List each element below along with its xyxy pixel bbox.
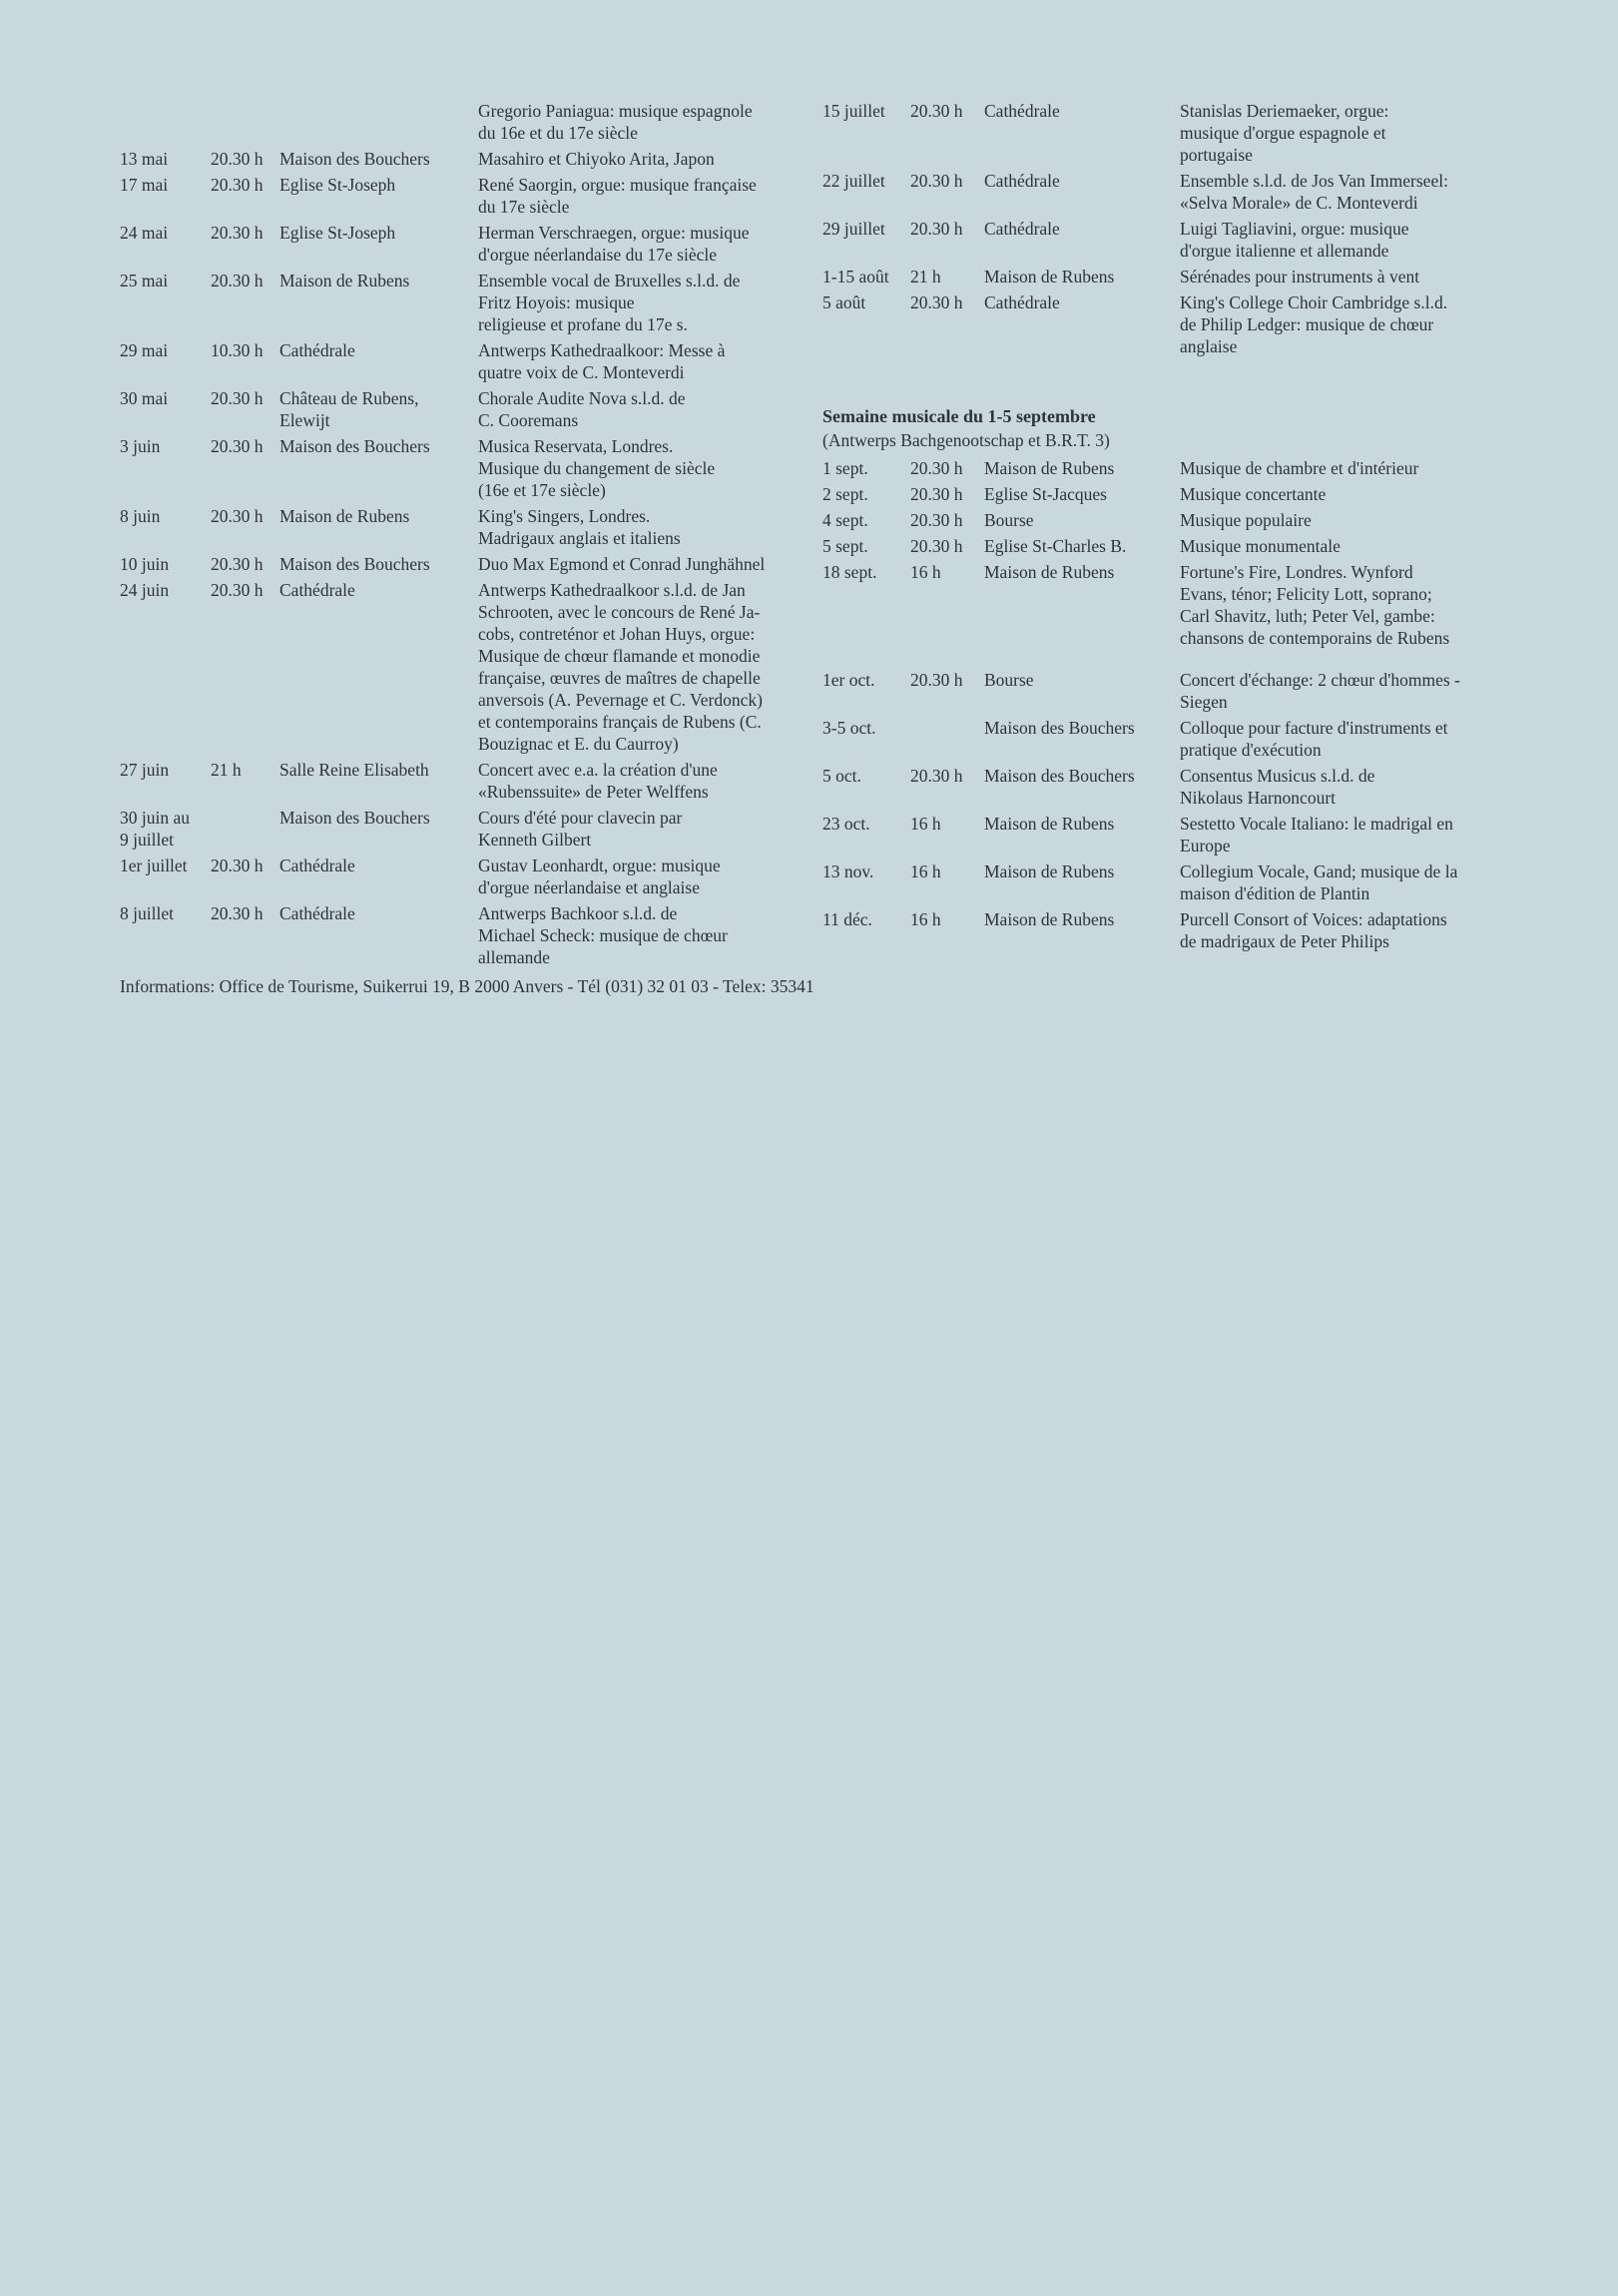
event-time: 20.30 h xyxy=(910,171,963,191)
event-date xyxy=(120,100,211,144)
event-description: Duo Max Egmond et Conrad Junghähnel xyxy=(478,554,766,574)
event-time: 20.30 h xyxy=(910,219,963,239)
event-description: Musica Reservata, Londres. Musique du changement de siècle (16e et 17e siècle) xyxy=(478,436,716,500)
event-venue: Maison des Bouchers xyxy=(279,808,430,828)
event-date: 29 juillet xyxy=(822,219,885,239)
event-date: 1er juillet xyxy=(120,856,188,875)
event-description: Fortune's Fire, Londres. Wynford Evans, ténor; Felicity Lott, soprano; Carl Shavitz, luth; Peter Vel, gambe: chansons de contemporains de Rubens xyxy=(1180,562,1450,648)
event-time xyxy=(910,717,984,761)
schedule-row xyxy=(822,509,1511,531)
schedule-row xyxy=(822,266,1511,287)
event-venue: Cathédrale xyxy=(279,340,355,360)
event-time: 20.30 h xyxy=(910,766,963,786)
event-time xyxy=(211,100,279,144)
schedule-row xyxy=(822,861,1511,904)
event-description: Sérénades pour instruments à vent xyxy=(1180,267,1420,287)
event-venue xyxy=(279,100,478,144)
event-description: Musique monumentale xyxy=(1180,536,1341,556)
spacer xyxy=(822,653,1511,669)
event-time: 16 h xyxy=(910,814,941,834)
footer-information: Informations: Office de Tourisme, Suikerrui 19, B 2000 Anvers - Tél (031) 32 01 03 - Telex: 35341 xyxy=(120,976,814,996)
event-venue: Cathédrale xyxy=(984,101,1060,121)
event-date: 3 juin xyxy=(120,436,161,456)
event-time: 21 h xyxy=(211,760,242,780)
schedule-row xyxy=(120,387,799,431)
event-time: 20.30 h xyxy=(211,388,264,408)
event-date: 23 oct. xyxy=(822,814,870,834)
event-date: 8 juillet xyxy=(120,903,174,923)
event-date: 3-5 oct. xyxy=(822,718,876,738)
event-date: 8 juin xyxy=(120,506,161,526)
schedule-row xyxy=(822,765,1511,809)
event-time: 20.30 h xyxy=(211,149,264,169)
event-description: Herman Verschraegen, orgue: musique d'orgue néerlandaise du 17e siècle xyxy=(478,223,750,265)
schedule-row xyxy=(822,908,1511,952)
event-time: 20.30 h xyxy=(211,580,264,600)
schedule-row xyxy=(822,457,1511,479)
event-date: 13 mai xyxy=(120,149,169,169)
event-time: 20.30 h xyxy=(211,223,264,243)
schedule-row xyxy=(822,669,1511,713)
event-date: 25 mai xyxy=(120,271,169,290)
event-time: 20.30 h xyxy=(910,484,963,504)
event-time: 16 h xyxy=(910,909,941,929)
event-date: 29 mai xyxy=(120,340,169,360)
event-description: King's Singers, Londres. Madrigaux anglais et italiens xyxy=(478,506,681,548)
event-description: Musique de chambre et d'intérieur xyxy=(1180,458,1419,478)
event-description: Colloque pour facture d'instruments et pratique d'exécution xyxy=(1180,718,1448,760)
event-time: 10.30 h xyxy=(211,340,264,360)
schedule-row xyxy=(822,483,1511,505)
schedule-row xyxy=(822,535,1511,557)
event-description: Collegium Vocale, Gand; musique de la maison d'édition de Plantin xyxy=(1180,861,1458,903)
spacer xyxy=(822,361,1511,405)
event-date: 5 sept. xyxy=(822,536,868,556)
event-venue: Maison de Rubens xyxy=(984,562,1115,582)
schedule-row xyxy=(822,100,1511,166)
event-venue: Bourse xyxy=(984,670,1034,690)
event-description: Concert d'échange: 2 chœur d'hommes - Siegen xyxy=(1180,670,1460,712)
semaine-musicale-subtitle: (Antwerps Bachgenootschap et B.R.T. 3) xyxy=(822,430,1110,450)
event-date: 10 juin xyxy=(120,554,170,574)
event-date: 15 juillet xyxy=(822,101,885,121)
event-date: 27 juin xyxy=(120,760,170,780)
event-venue: Cathédrale xyxy=(279,903,355,923)
event-venue: Eglise St-Charles B. xyxy=(984,536,1127,556)
event-description: René Saorgin, orgue: musique française du 17e siècle xyxy=(478,175,757,217)
event-description: Masahiro et Chiyoko Arita, Japon xyxy=(478,149,715,169)
event-venue: Maison des Bouchers xyxy=(279,436,430,456)
event-time: 20.30 h xyxy=(211,175,264,195)
event-description: Cours d'été pour clavecin par Kenneth Gilbert xyxy=(478,808,683,850)
event-date: 24 juin xyxy=(120,580,170,600)
event-description: Consentus Musicus s.l.d. de Nikolaus Harnoncourt xyxy=(1180,766,1375,808)
event-venue: Cathédrale xyxy=(279,580,355,600)
event-description: Antwerps Bachkoor s.l.d. de Michael Scheck: musique de chœur allemande xyxy=(478,903,728,967)
schedule-row xyxy=(822,170,1511,214)
event-time: 20.30 h xyxy=(211,856,264,875)
event-time: 20.30 h xyxy=(211,271,264,290)
event-date: 13 nov. xyxy=(822,861,874,881)
event-venue: Cathédrale xyxy=(984,171,1060,191)
event-date: 17 mai xyxy=(120,175,169,195)
event-venue: Maison de Rubens xyxy=(984,814,1115,834)
event-venue: Eglise St-Joseph xyxy=(279,223,396,243)
schedule-row xyxy=(120,100,799,144)
event-venue: Maison des Bouchers xyxy=(279,554,430,574)
right-column-autumn-list xyxy=(822,457,1511,952)
event-venue: Maison des Bouchers xyxy=(279,149,430,169)
schedule-row xyxy=(822,561,1511,649)
event-description: Ensemble s.l.d. de Jos Van Immerseel: «Selva Morale» de C. Monteverdi xyxy=(1180,171,1448,213)
schedule-row xyxy=(120,759,799,803)
event-time xyxy=(211,807,279,851)
event-venue: Château de Rubens, Elewijt xyxy=(279,388,419,430)
event-date: 5 août xyxy=(822,292,866,312)
event-date: 22 juillet xyxy=(822,171,885,191)
event-venue: Maison de Rubens xyxy=(279,271,410,290)
event-description: Concert avec e.a. la création d'une «Rubenssuite» de Peter Welffens xyxy=(478,760,718,802)
schedule-row xyxy=(120,174,799,218)
event-time: 20.30 h xyxy=(910,458,963,478)
left-column xyxy=(120,100,799,972)
event-description: Musique populaire xyxy=(1180,510,1312,530)
event-description: Purcell Consort of Voices: adaptations de madrigaux de Peter Philips xyxy=(1180,909,1447,951)
schedule-row xyxy=(120,435,799,501)
event-venue: Eglise St-Jacques xyxy=(984,484,1107,504)
schedule-row xyxy=(822,218,1511,262)
schedule-row xyxy=(120,807,799,851)
event-description: Sestetto Vocale Italiano: le madrigal en Europe xyxy=(1180,814,1453,856)
event-venue: Maison de Rubens xyxy=(984,458,1115,478)
right-column-summer-list xyxy=(822,100,1511,357)
event-venue: Maison des Bouchers xyxy=(984,718,1135,738)
event-venue: Bourse xyxy=(984,510,1034,530)
event-description: Antwerps Kathedraalkoor s.l.d. de Jan Schrooten, avec le concours de René Ja- cobs, contreténor et Johan Huys, orgue: Musique de chœur flamande et monodie française, œuvres de maîtres de chapelle anversois (A. Pevernage et C. Verdonck) et contemporains français de Rubens (C. Bouzignac et E. du Caurroy) xyxy=(478,580,763,754)
event-time: 21 h xyxy=(910,267,941,287)
semaine-musicale-title: Semaine musicale du 1-5 septembre xyxy=(822,406,1096,426)
event-description: Antwerps Kathedraalkoor: Messe à quatre voix de C. Monteverdi xyxy=(478,340,726,382)
event-time: 20.30 h xyxy=(211,554,264,574)
schedule-row xyxy=(120,553,799,575)
event-time: 16 h xyxy=(910,562,941,582)
event-description: Gustav Leonhardt, orgue: musique d'orgue néerlandaise et anglaise xyxy=(478,856,721,897)
event-time: 20.30 h xyxy=(910,536,963,556)
event-venue: Cathédrale xyxy=(984,292,1060,312)
event-date: 1er oct. xyxy=(822,670,875,690)
event-date: 18 sept. xyxy=(822,562,877,582)
event-venue: Eglise St-Joseph xyxy=(279,175,396,195)
event-date: 30 mai xyxy=(120,388,169,408)
event-time: 20.30 h xyxy=(910,670,963,690)
schedule-row xyxy=(120,270,799,335)
event-venue: Maison de Rubens xyxy=(984,861,1115,881)
event-description: Ensemble vocal de Bruxelles s.l.d. de Fritz Hoyois: musique religieuse et profane du 17e s. xyxy=(478,271,741,334)
event-date: 2 sept. xyxy=(822,484,868,504)
event-description: Musique concertante xyxy=(1180,484,1327,504)
schedule-row xyxy=(120,339,799,383)
event-venue: Maison de Rubens xyxy=(984,909,1115,929)
event-description: King's College Choir Cambridge s.l.d. de Philip Ledger: musique de chœur anglaise xyxy=(1180,292,1448,356)
event-time: 20.30 h xyxy=(910,510,963,530)
event-time: 20.30 h xyxy=(211,903,264,923)
event-time: 16 h xyxy=(910,861,941,881)
event-time: 20.30 h xyxy=(211,506,264,526)
schedule-row xyxy=(120,855,799,898)
event-venue: Maison de Rubens xyxy=(984,267,1115,287)
event-date: 30 juin au 9 juillet xyxy=(120,808,190,850)
event-date: 1-15 août xyxy=(822,267,889,287)
event-venue: Maison de Rubens xyxy=(279,506,410,526)
event-date: 1 sept. xyxy=(822,458,868,478)
event-time: 20.30 h xyxy=(910,292,963,312)
event-venue: Maison des Bouchers xyxy=(984,766,1135,786)
schedule-row xyxy=(822,813,1511,857)
event-date: 24 mai xyxy=(120,223,169,243)
event-venue: Cathédrale xyxy=(279,856,355,875)
event-date: 4 sept. xyxy=(822,510,868,530)
schedule-row xyxy=(120,902,799,968)
right-column xyxy=(822,100,1511,956)
event-description: Stanislas Deriemaeker, orgue: musique d'orgue espagnole et portugaise xyxy=(1180,101,1389,165)
schedule-row xyxy=(120,148,799,170)
event-venue: Salle Reine Elisabeth xyxy=(279,760,429,780)
event-time: 20.30 h xyxy=(211,436,264,456)
event-date: 5 oct. xyxy=(822,766,861,786)
schedule-row xyxy=(120,222,799,266)
event-date: 11 déc. xyxy=(822,909,872,929)
schedule-row xyxy=(822,291,1511,357)
schedule-row xyxy=(120,505,799,549)
event-venue: Cathédrale xyxy=(984,219,1060,239)
event-description: Luigi Tagliavini, orgue: musique d'orgue italienne et allemande xyxy=(1180,219,1409,261)
schedule-row xyxy=(120,579,799,755)
event-time: 20.30 h xyxy=(910,101,963,121)
schedule-row xyxy=(822,717,1511,761)
event-description: Gregorio Paniagua: musique espagnole du 16e et du 17e siècle xyxy=(478,101,753,143)
event-description: Chorale Audite Nova s.l.d. de C. Cooremans xyxy=(478,388,686,430)
